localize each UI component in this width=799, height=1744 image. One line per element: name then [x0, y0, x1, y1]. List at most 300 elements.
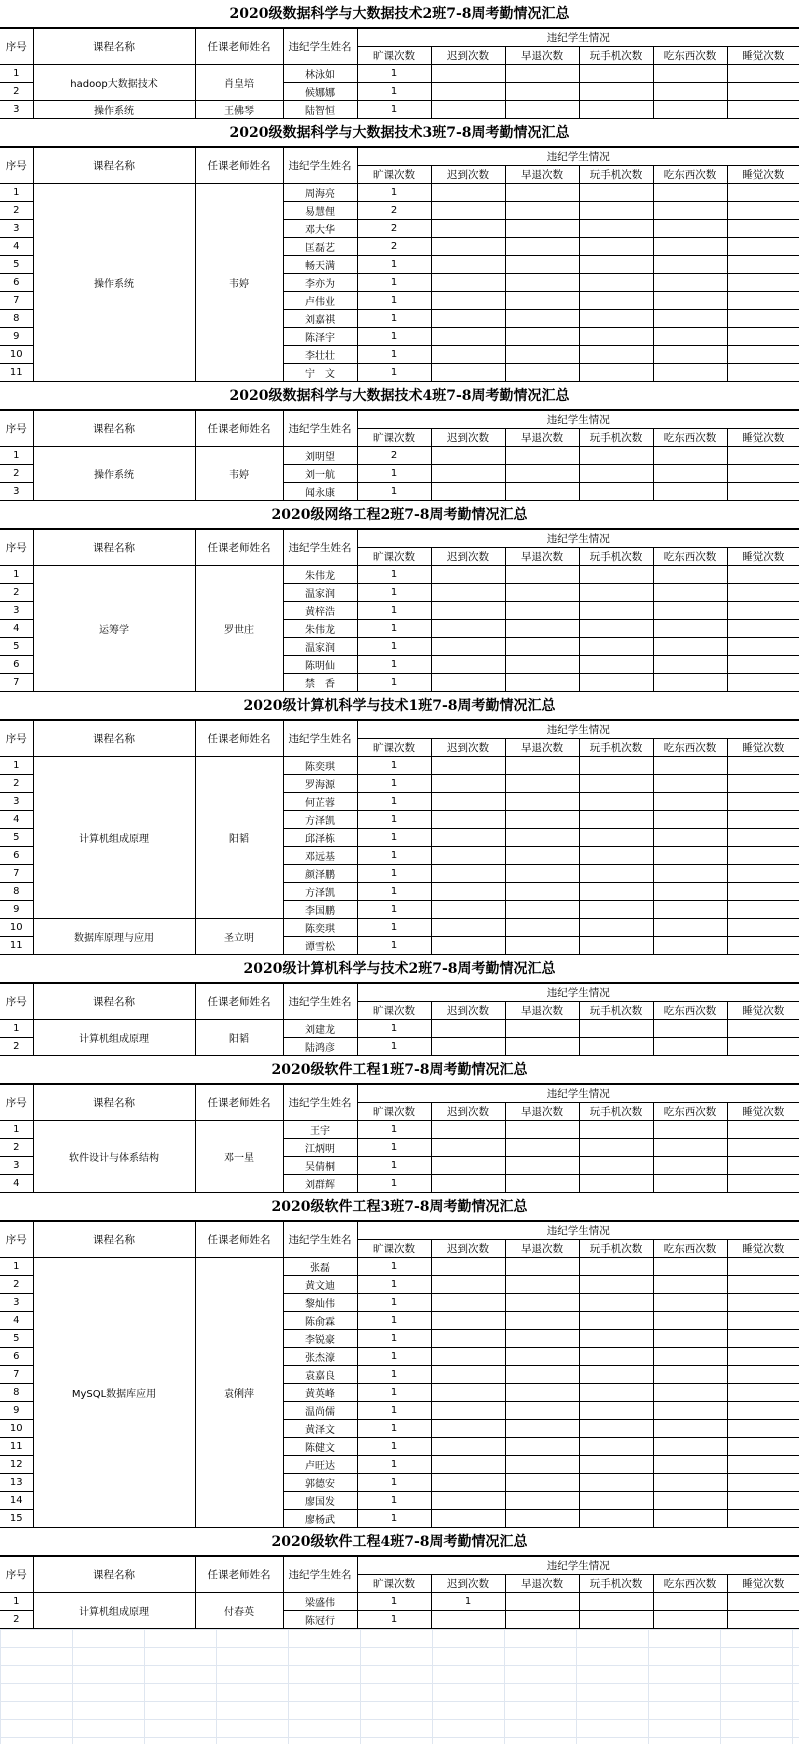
count-cell	[505, 1258, 579, 1276]
empty-spreadsheet-grid	[0, 1629, 799, 1744]
count-cell	[727, 202, 799, 220]
student-name: 候娜娜	[283, 83, 357, 101]
header-violation-group: 违纪学生情况	[357, 530, 799, 548]
count-cell: 1	[357, 656, 431, 674]
count-cell: 1	[357, 1020, 431, 1038]
count-cell: 1	[357, 292, 431, 310]
count-cell	[431, 202, 505, 220]
student-name: 谭雪松	[283, 937, 357, 955]
count-cell	[579, 1456, 653, 1474]
count-cell	[653, 883, 727, 901]
header-violation-group: 违纪学生情况	[357, 721, 799, 739]
count-cell	[727, 1157, 799, 1175]
row-seq: 2	[0, 83, 33, 101]
header-teacher: 任课老师姓名	[195, 411, 283, 447]
header-count-col: 早退次数	[505, 1103, 579, 1121]
count-cell	[431, 328, 505, 346]
row-seq: 15	[0, 1510, 33, 1528]
count-cell	[431, 346, 505, 364]
count-cell	[431, 1474, 505, 1492]
count-cell	[431, 1348, 505, 1366]
count-cell: 1	[431, 1593, 505, 1611]
count-cell	[505, 865, 579, 883]
header-seq: 序号	[0, 530, 33, 566]
course-name: 操作系统	[33, 447, 195, 501]
count-cell	[505, 1038, 579, 1056]
count-cell	[579, 1420, 653, 1438]
count-cell: 1	[357, 346, 431, 364]
teacher-name: 阳韬	[195, 757, 283, 919]
count-cell	[727, 101, 799, 119]
course-name: MySQL数据库应用	[33, 1258, 195, 1528]
count-cell	[727, 346, 799, 364]
count-cell	[727, 1330, 799, 1348]
count-cell	[505, 1492, 579, 1510]
header-teacher: 任课老师姓名	[195, 1085, 283, 1121]
row-seq: 4	[0, 238, 33, 256]
header-count-col: 玩手机次数	[579, 429, 653, 447]
section-title: 2020级软件工程4班7-8周考勤情况汇总	[0, 1528, 799, 1556]
count-cell: 1	[357, 274, 431, 292]
count-cell	[653, 65, 727, 83]
count-cell	[431, 83, 505, 101]
count-cell	[579, 674, 653, 692]
attendance-table	[0, 1221, 799, 1528]
count-cell	[653, 310, 727, 328]
student-name: 江炳明	[283, 1139, 357, 1157]
count-cell	[505, 447, 579, 465]
header-count-col: 旷课次数	[357, 166, 431, 184]
attendance-section	[0, 0, 799, 119]
header-count-col: 玩手机次数	[579, 47, 653, 65]
count-cell	[727, 310, 799, 328]
attendance-table	[0, 720, 799, 955]
attendance-table	[0, 410, 799, 501]
count-cell: 2	[357, 238, 431, 256]
count-cell	[727, 1175, 799, 1193]
header-count-col: 旷课次数	[357, 1103, 431, 1121]
count-cell: 1	[357, 184, 431, 202]
row-seq: 4	[0, 1312, 33, 1330]
count-cell	[431, 1384, 505, 1402]
count-cell	[431, 901, 505, 919]
row-seq: 1	[0, 1020, 33, 1038]
count-cell	[727, 1038, 799, 1056]
count-cell	[653, 1139, 727, 1157]
count-cell	[653, 1348, 727, 1366]
count-cell	[431, 847, 505, 865]
count-cell	[505, 1510, 579, 1528]
count-cell	[431, 1611, 505, 1629]
count-cell	[653, 1474, 727, 1492]
course-name: 计算机组成原理	[33, 1020, 195, 1056]
header-count-col: 早退次数	[505, 739, 579, 757]
count-cell: 1	[357, 65, 431, 83]
student-name: 温家润	[283, 638, 357, 656]
count-cell	[505, 184, 579, 202]
header-count-col: 吃东西次数	[653, 47, 727, 65]
count-cell	[579, 757, 653, 775]
student-name: 宁 文	[283, 364, 357, 382]
count-cell	[579, 310, 653, 328]
row-seq: 7	[0, 865, 33, 883]
count-cell	[653, 829, 727, 847]
count-cell	[653, 1384, 727, 1402]
count-cell	[579, 364, 653, 382]
count-cell	[727, 1312, 799, 1330]
count-cell	[727, 775, 799, 793]
header-count-col: 睡觉次数	[727, 1103, 799, 1121]
count-cell	[579, 865, 653, 883]
count-cell: 1	[357, 310, 431, 328]
row-seq: 1	[0, 447, 33, 465]
count-cell	[653, 1312, 727, 1330]
count-cell	[505, 1312, 579, 1330]
count-cell	[431, 620, 505, 638]
count-cell: 1	[357, 1139, 431, 1157]
header-course: 课程名称	[33, 530, 195, 566]
table-row	[0, 566, 799, 584]
count-cell: 1	[357, 1420, 431, 1438]
header-student: 违纪学生姓名	[283, 1557, 357, 1593]
student-name: 黄梓浩	[283, 602, 357, 620]
count-cell	[727, 829, 799, 847]
header-course: 课程名称	[33, 1557, 195, 1593]
count-cell	[653, 620, 727, 638]
row-seq: 3	[0, 101, 33, 119]
header-violation-group: 违纪学生情况	[357, 411, 799, 429]
teacher-name: 韦婷	[195, 447, 283, 501]
count-cell	[727, 1456, 799, 1474]
row-seq: 4	[0, 620, 33, 638]
teacher-name: 王佛琴	[195, 101, 283, 119]
header-violation-group: 违纪学生情况	[357, 1222, 799, 1240]
header-count-col: 睡觉次数	[727, 1240, 799, 1258]
count-cell	[431, 1294, 505, 1312]
count-cell	[579, 256, 653, 274]
student-name: 闻永康	[283, 483, 357, 501]
row-seq: 8	[0, 310, 33, 328]
count-cell	[505, 1276, 579, 1294]
count-cell	[431, 310, 505, 328]
count-cell	[653, 1593, 727, 1611]
course-name: 操作系统	[33, 101, 195, 119]
count-cell	[505, 919, 579, 937]
header-seq: 序号	[0, 984, 33, 1020]
count-cell	[505, 328, 579, 346]
count-cell: 1	[357, 919, 431, 937]
course-name: 数据库原理与应用	[33, 919, 195, 955]
row-seq: 7	[0, 1366, 33, 1384]
row-seq: 5	[0, 829, 33, 847]
count-cell	[505, 1474, 579, 1492]
teacher-name: 袁俐萍	[195, 1258, 283, 1528]
attendance-table	[0, 983, 799, 1056]
count-cell	[653, 83, 727, 101]
header-count-col: 迟到次数	[431, 166, 505, 184]
count-cell: 1	[357, 883, 431, 901]
header-teacher: 任课老师姓名	[195, 148, 283, 184]
count-cell	[727, 1384, 799, 1402]
row-seq: 1	[0, 1258, 33, 1276]
row-seq: 8	[0, 883, 33, 901]
count-cell	[431, 184, 505, 202]
count-cell	[505, 901, 579, 919]
count-cell	[505, 364, 579, 382]
count-cell	[653, 847, 727, 865]
count-cell: 1	[357, 364, 431, 382]
student-name: 黄泽文	[283, 1420, 357, 1438]
student-name: 周海亮	[283, 184, 357, 202]
count-cell: 1	[357, 811, 431, 829]
student-name: 刘明望	[283, 447, 357, 465]
count-cell	[431, 1276, 505, 1294]
count-cell	[653, 328, 727, 346]
count-cell	[431, 829, 505, 847]
header-count-col: 迟到次数	[431, 1002, 505, 1020]
table-row	[0, 757, 799, 775]
count-cell	[579, 1474, 653, 1492]
course-name: 操作系统	[33, 184, 195, 382]
header-count-col: 迟到次数	[431, 1575, 505, 1593]
count-cell	[505, 1330, 579, 1348]
header-student: 违纪学生姓名	[283, 984, 357, 1020]
count-cell: 1	[357, 1157, 431, 1175]
count-cell	[431, 238, 505, 256]
count-cell	[579, 883, 653, 901]
student-name: 邓远基	[283, 847, 357, 865]
count-cell	[431, 793, 505, 811]
row-seq: 2	[0, 465, 33, 483]
section-title: 2020级数据科学与大数据技术3班7-8周考勤情况汇总	[0, 119, 799, 147]
count-cell	[505, 65, 579, 83]
count-cell	[653, 757, 727, 775]
count-cell	[505, 83, 579, 101]
row-seq: 2	[0, 775, 33, 793]
count-cell	[579, 1366, 653, 1384]
count-cell	[727, 584, 799, 602]
course-name: 软件设计与体系结构	[33, 1121, 195, 1193]
attendance-section	[0, 1056, 799, 1193]
header-teacher: 任课老师姓名	[195, 1557, 283, 1593]
row-seq: 1	[0, 184, 33, 202]
count-cell	[727, 83, 799, 101]
count-cell	[727, 638, 799, 656]
count-cell	[727, 757, 799, 775]
header-violation-group: 违纪学生情况	[357, 1085, 799, 1103]
section-title: 2020级计算机科学与技术1班7-8周考勤情况汇总	[0, 692, 799, 720]
count-cell	[653, 1456, 727, 1474]
count-cell	[579, 1348, 653, 1366]
header-teacher: 任课老师姓名	[195, 1222, 283, 1258]
count-cell	[431, 775, 505, 793]
attendance-table	[0, 147, 799, 382]
count-cell	[653, 566, 727, 584]
count-cell	[431, 1038, 505, 1056]
header-student: 违纪学生姓名	[283, 29, 357, 65]
count-cell	[653, 1492, 727, 1510]
count-cell	[431, 566, 505, 584]
table-row	[0, 919, 799, 937]
count-cell	[653, 865, 727, 883]
count-cell	[727, 1276, 799, 1294]
count-cell	[505, 1438, 579, 1456]
count-cell	[431, 1175, 505, 1193]
student-name: 袁嘉良	[283, 1366, 357, 1384]
header-count-col: 旷课次数	[357, 1240, 431, 1258]
header-seq: 序号	[0, 1557, 33, 1593]
header-course: 课程名称	[33, 721, 195, 757]
student-name: 陈奕琪	[283, 919, 357, 937]
header-count-col: 早退次数	[505, 166, 579, 184]
count-cell	[653, 101, 727, 119]
count-cell	[579, 447, 653, 465]
student-name: 陈泽宇	[283, 328, 357, 346]
student-name: 温家润	[283, 584, 357, 602]
count-cell	[579, 274, 653, 292]
student-name: 颜泽鹏	[283, 865, 357, 883]
header-count-col: 玩手机次数	[579, 548, 653, 566]
header-student: 违纪学生姓名	[283, 721, 357, 757]
count-cell: 1	[357, 584, 431, 602]
count-cell	[505, 1593, 579, 1611]
header-student: 违纪学生姓名	[283, 530, 357, 566]
count-cell: 1	[357, 465, 431, 483]
row-seq: 1	[0, 1121, 33, 1139]
count-cell	[727, 1139, 799, 1157]
teacher-name: 阳韬	[195, 1020, 283, 1056]
row-seq: 6	[0, 847, 33, 865]
count-cell: 1	[357, 829, 431, 847]
student-name: 黎灿伟	[283, 1294, 357, 1312]
count-cell: 1	[357, 1402, 431, 1420]
student-name: 匡磊艺	[283, 238, 357, 256]
section-title: 2020级网络工程2班7-8周考勤情况汇总	[0, 501, 799, 529]
course-name: 计算机组成原理	[33, 1593, 195, 1629]
count-cell	[579, 483, 653, 501]
count-cell: 1	[357, 674, 431, 692]
count-cell	[727, 901, 799, 919]
count-cell: 1	[357, 1593, 431, 1611]
count-cell	[505, 1348, 579, 1366]
header-count-col: 睡觉次数	[727, 429, 799, 447]
count-cell	[653, 602, 727, 620]
row-seq: 11	[0, 364, 33, 382]
count-cell: 1	[357, 1492, 431, 1510]
count-cell	[505, 1611, 579, 1629]
header-count-col: 旷课次数	[357, 429, 431, 447]
section-title: 2020级计算机科学与技术2班7-8周考勤情况汇总	[0, 955, 799, 983]
count-cell	[579, 65, 653, 83]
count-cell	[727, 256, 799, 274]
count-cell: 1	[357, 83, 431, 101]
header-seq: 序号	[0, 29, 33, 65]
header-count-col: 吃东西次数	[653, 739, 727, 757]
header-seq: 序号	[0, 721, 33, 757]
student-name: 方泽凯	[283, 811, 357, 829]
count-cell	[579, 1611, 653, 1629]
student-name: 陆智恒	[283, 101, 357, 119]
count-cell	[727, 1258, 799, 1276]
student-name: 朱伟龙	[283, 620, 357, 638]
count-cell: 1	[357, 1456, 431, 1474]
count-cell	[579, 1492, 653, 1510]
student-name: 陆鸿彦	[283, 1038, 357, 1056]
count-cell	[505, 937, 579, 955]
student-name: 陈冠行	[283, 1611, 357, 1629]
count-cell	[431, 584, 505, 602]
count-cell: 1	[357, 1510, 431, 1528]
header-count-col: 玩手机次数	[579, 1575, 653, 1593]
student-name: 朱伟龙	[283, 566, 357, 584]
header-teacher: 任课老师姓名	[195, 721, 283, 757]
header-count-col: 吃东西次数	[653, 548, 727, 566]
attendance-table	[0, 1084, 799, 1193]
count-cell	[579, 1312, 653, 1330]
row-seq: 10	[0, 919, 33, 937]
count-cell: 1	[357, 1258, 431, 1276]
count-cell	[727, 238, 799, 256]
count-cell	[505, 1121, 579, 1139]
count-cell	[431, 1402, 505, 1420]
count-cell	[579, 638, 653, 656]
student-name: 廖国发	[283, 1492, 357, 1510]
count-cell	[431, 937, 505, 955]
table-row	[0, 184, 799, 202]
count-cell	[505, 202, 579, 220]
student-name: 禁 香	[283, 674, 357, 692]
student-name: 李亦为	[283, 274, 357, 292]
count-cell	[653, 256, 727, 274]
count-cell	[505, 1139, 579, 1157]
header-course: 课程名称	[33, 1222, 195, 1258]
attendance-table	[0, 529, 799, 692]
student-name: 邱泽栋	[283, 829, 357, 847]
header-count-col: 早退次数	[505, 429, 579, 447]
count-cell	[505, 238, 579, 256]
count-cell: 2	[357, 202, 431, 220]
section-title: 2020级数据科学与大数据技术4班7-8周考勤情况汇总	[0, 382, 799, 410]
row-seq: 5	[0, 638, 33, 656]
header-count-col: 早退次数	[505, 1575, 579, 1593]
count-cell: 1	[357, 1366, 431, 1384]
header-count-col: 旷课次数	[357, 1575, 431, 1593]
count-cell	[505, 757, 579, 775]
row-seq: 9	[0, 1402, 33, 1420]
count-cell	[653, 1258, 727, 1276]
count-cell	[579, 1020, 653, 1038]
count-cell	[505, 847, 579, 865]
header-count-col: 睡觉次数	[727, 548, 799, 566]
table-row	[0, 65, 799, 83]
attendance-section	[0, 955, 799, 1056]
student-name: 刘嘉祺	[283, 310, 357, 328]
count-cell	[727, 364, 799, 382]
header-teacher: 任课老师姓名	[195, 530, 283, 566]
count-cell	[505, 829, 579, 847]
count-cell	[579, 184, 653, 202]
count-cell	[579, 202, 653, 220]
header-count-col: 吃东西次数	[653, 1575, 727, 1593]
student-name: 陈健文	[283, 1438, 357, 1456]
header-count-col: 迟到次数	[431, 739, 505, 757]
count-cell	[579, 1438, 653, 1456]
section-title: 2020级数据科学与大数据技术2班7-8周考勤情况汇总	[0, 0, 799, 28]
count-cell	[431, 865, 505, 883]
row-seq: 1	[0, 1593, 33, 1611]
count-cell	[431, 1020, 505, 1038]
row-seq: 4	[0, 811, 33, 829]
